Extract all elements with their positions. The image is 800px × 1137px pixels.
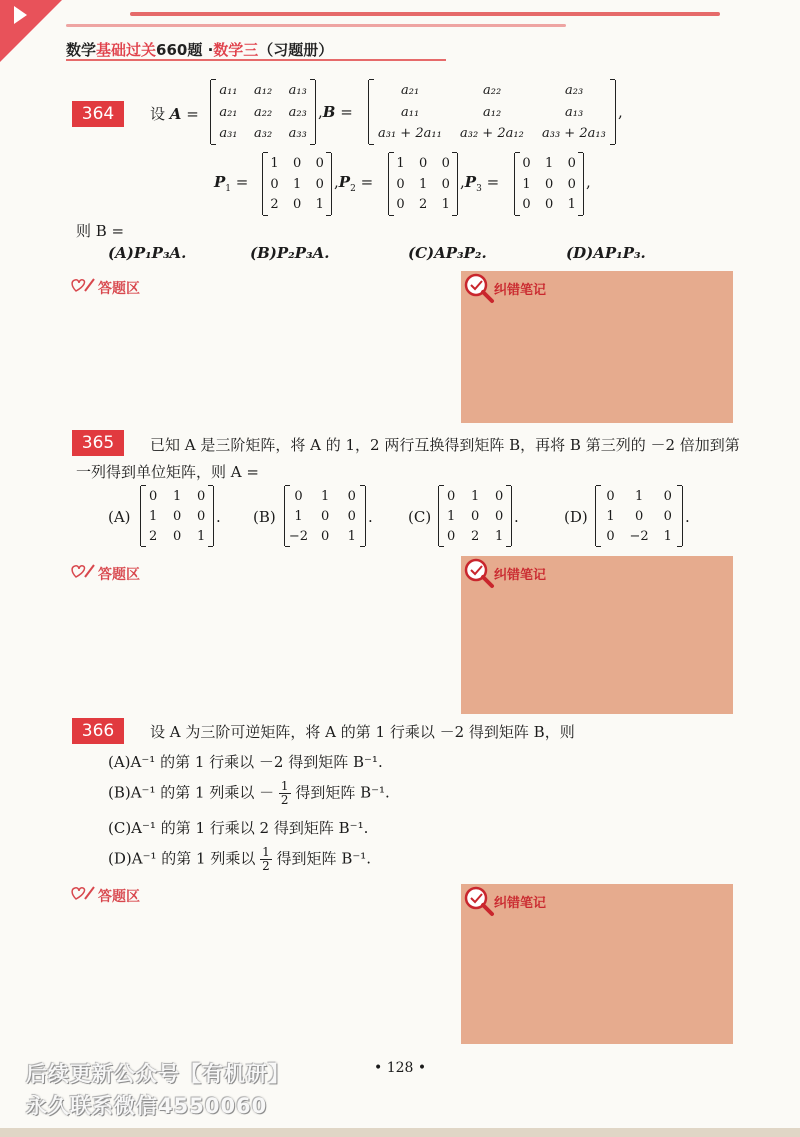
q366-option-c[interactable]: (C)A⁻¹ 的第 1 行乘以 2 得到矩阵 B⁻¹.	[108, 819, 369, 837]
matrix-cell: 0	[522, 155, 531, 171]
matrix-cell: 2	[471, 528, 480, 544]
q366-option-d-post: 得到矩阵 B⁻¹.	[276, 849, 372, 868]
matrix-cell: 0	[663, 488, 672, 504]
matrix-cell: 0	[270, 176, 279, 192]
q364-option-a[interactable]: (A)P₁P₃A.	[108, 244, 187, 262]
matrix-cell: 0	[173, 508, 182, 524]
matrix-A	[210, 80, 316, 144]
header-title-mid: 660题 ·	[156, 41, 214, 59]
question-number-364: 364	[72, 101, 124, 127]
q366-option-a[interactable]: (A)A⁻¹ 的第 1 行乘以 －2 得到矩阵 B⁻¹.	[108, 753, 383, 771]
header-title-red: 基础过关	[96, 41, 157, 59]
matrix-cell: 1	[270, 155, 279, 171]
fraction-one-half	[279, 780, 291, 807]
matrix-cell: 0	[635, 508, 644, 524]
matrix-cell: 0	[663, 508, 672, 524]
matrix-cell: 0	[447, 488, 456, 504]
matrix-cell: 0	[606, 488, 615, 504]
matrix-cell: a₂₃	[288, 104, 307, 120]
matrix-cell: a₃₃ + 2a₁₃	[542, 125, 606, 141]
matrix-cell: 0	[545, 176, 554, 192]
heart-pen-icon	[70, 563, 96, 579]
matrix-cell: 0	[197, 508, 206, 524]
matrix-cell: 1	[635, 488, 644, 504]
q366-stem: 设 A 为三阶可逆矩阵，将 A 的第 1 行乘以 －2 得到矩阵 B，则	[150, 723, 575, 741]
matrix-cell: 1	[149, 508, 158, 524]
header-title-suffix: （习题册）	[258, 41, 334, 59]
matrix-cell: 1	[347, 528, 356, 544]
matrix-cell: 0	[419, 155, 428, 171]
q365-line1: 已知 A 是三阶矩阵，将 A 的 1，2 两行互换得到矩阵 B，再将 B 第三列的 －2 倍加到第	[150, 436, 740, 454]
question-number-366: 366	[72, 718, 124, 744]
q365-option-b-label[interactable]: (B)	[253, 508, 276, 526]
page-number: • 128 •	[374, 1060, 427, 1076]
frac-den: 2	[280, 793, 289, 807]
matrix-cell: a₂₁	[401, 83, 420, 99]
matrix-cell: 0	[293, 197, 302, 213]
frac-num: 1	[280, 779, 289, 793]
q365-option-b-matrix[interactable]	[284, 486, 366, 546]
header-stripe	[130, 12, 720, 16]
fraction-one-half	[260, 846, 272, 873]
q366-option-d-pre: (D)A⁻¹ 的第 1 列乘以	[108, 849, 256, 868]
matrix-cell: 1	[567, 197, 576, 213]
heart-pen-icon	[70, 277, 96, 293]
matrix-cell: a₂₁	[219, 104, 238, 120]
matrix-cell: 1	[293, 176, 302, 192]
q365-option-c-label[interactable]: (C)	[408, 508, 432, 526]
matrix-cell: 0	[495, 508, 504, 524]
heart-pen-icon	[70, 885, 96, 901]
matrix-cell: 0	[567, 155, 576, 171]
matrix-cell: 0	[441, 155, 450, 171]
q364-lead: 设 A =	[150, 105, 199, 123]
matrix-cell: a₃₁ + 2a₁₁	[378, 125, 442, 141]
q364-lead-text: 设	[150, 105, 166, 123]
corner-decoration	[0, 0, 62, 62]
matrix-cell: 0	[396, 197, 405, 213]
matrix-cell: a₃₂ + 2a₁₂	[460, 125, 524, 141]
matrix-cell: 0	[447, 528, 456, 544]
q364-option-d[interactable]: (D)AP₁P₃.	[566, 244, 646, 262]
matrix-cell: 1	[447, 508, 456, 524]
q366-option-d[interactable]	[108, 846, 371, 873]
label-P3: $,P_3$ =	[460, 173, 500, 194]
matrix-cell: a₁₁	[219, 83, 238, 99]
matrix-cell: a₃₂	[254, 125, 273, 141]
matrix-cell: 0	[149, 488, 158, 504]
matrix-cell: 1	[471, 488, 480, 504]
q365-line2: 一列得到单位矩阵，则 A =	[76, 463, 259, 481]
bottom-edge	[0, 1128, 800, 1137]
matrix-cell: a₃₃	[288, 125, 307, 141]
q365-period-d: .	[685, 508, 690, 526]
magnifier-check-icon	[463, 557, 495, 589]
q365-option-a-matrix[interactable]	[140, 486, 214, 546]
answer-area-label: 答题区	[98, 889, 140, 905]
matrix-cell: 1	[419, 176, 428, 192]
matrix-cell: 0	[321, 528, 330, 544]
matrix-cell: 0	[293, 155, 302, 171]
matrix-cell: 0	[396, 176, 405, 192]
q366-option-b-post: 得到矩阵 B⁻¹.	[295, 783, 390, 802]
matrix-cell: a₁₃	[288, 83, 307, 99]
matrix-cell: 0	[471, 508, 480, 524]
label-P1: $P_1$ =	[214, 173, 249, 194]
notes-label: 纠错笔记	[494, 568, 547, 583]
matrix-cell: 0	[173, 528, 182, 544]
matrix-cell: 0	[495, 488, 504, 504]
q364-option-c[interactable]: (C)AP₃P₂.	[408, 244, 487, 262]
magnifier-check-icon	[463, 272, 495, 304]
frac-den: 2	[262, 859, 270, 873]
q364-comma-2: ,	[586, 173, 591, 191]
question-number-365: 365	[72, 430, 124, 456]
header-title	[66, 39, 333, 60]
matrix-cell: a₂₂	[254, 104, 273, 120]
notes-label: 纠错笔记	[494, 896, 547, 911]
q365-option-c-matrix[interactable]	[438, 486, 512, 546]
matrix-cell: a₁₂	[254, 83, 273, 99]
matrix-cell: 0	[567, 176, 576, 192]
matrix-cell: 1	[522, 176, 531, 192]
matrix-cell: a₁₃	[565, 104, 584, 120]
matrix-cell: a₁₁	[401, 104, 420, 120]
magnifier-check-icon	[463, 885, 495, 917]
header-title-prefix: 数学	[66, 41, 97, 59]
header-stripe-2	[66, 24, 566, 27]
matrix-cell: 0	[347, 508, 356, 524]
matrix-cell: 1	[545, 155, 554, 171]
matrix-cell: 1	[321, 488, 330, 504]
q366-option-b-pre: (B)A⁻¹ 的第 1 列乘以 －	[108, 783, 275, 802]
answer-area-label: 答题区	[98, 567, 140, 583]
header-title-red2: 数学三	[213, 41, 259, 59]
matrix-cell: 1	[663, 528, 672, 544]
header-rule	[66, 59, 446, 61]
q365-option-d-matrix[interactable]	[595, 486, 683, 546]
matrix-P1	[262, 153, 332, 215]
q364-comma-B: ,B =	[318, 103, 353, 121]
matrix-cell: 0	[347, 488, 356, 504]
label-P2: $,P_2$ =	[334, 173, 374, 194]
q365-period-a: .	[216, 508, 221, 526]
matrix-cell: 1	[441, 197, 450, 213]
answer-area-label: 答题区	[98, 281, 140, 297]
matrix-P2	[388, 153, 458, 215]
notes-label: 纠错笔记	[494, 283, 547, 298]
matrix-cell: 0	[522, 197, 531, 213]
matrix-cell: 2	[149, 528, 158, 544]
matrix-cell: 1	[197, 528, 206, 544]
matrix-cell: a₁₂	[483, 104, 502, 120]
matrix-cell: 0	[315, 176, 324, 192]
watermark-line-2: 永久联系微信4550060	[26, 1094, 268, 1118]
matrix-cell: a₂₃	[565, 83, 584, 99]
q365-option-a-label[interactable]: (A)	[108, 508, 131, 526]
matrix-cell: 0	[606, 528, 615, 544]
q364-comma: ,	[618, 103, 623, 121]
matrix-cell: −2	[629, 528, 649, 544]
matrix-cell: 1	[315, 197, 324, 213]
matrix-cell: 1	[396, 155, 405, 171]
q366-option-b[interactable]	[108, 780, 390, 807]
matrix-cell: 0	[441, 176, 450, 192]
q365-period-b: .	[368, 508, 373, 526]
matrix-cell: 1	[606, 508, 615, 524]
matrix-cell: 2	[419, 197, 428, 213]
q365-period-c: .	[514, 508, 519, 526]
matrix-cell: 0	[294, 488, 303, 504]
matrix-cell: 0	[197, 488, 206, 504]
matrix-cell: 1	[294, 508, 303, 524]
matrix-cell: 1	[173, 488, 182, 504]
watermark-line-1: 后续更新公众号【有机研】	[26, 1062, 290, 1086]
q365-option-d-label[interactable]: (D)	[564, 508, 588, 526]
matrix-B	[368, 80, 616, 144]
q364-then: 则 B =	[76, 222, 125, 240]
matrix-cell: a₂₂	[483, 83, 502, 99]
q364-option-b[interactable]: (B)P₂P₃A.	[250, 244, 330, 262]
play-arrow-icon	[14, 6, 27, 24]
matrix-cell: a₃₁	[219, 125, 238, 141]
matrix-cell: 0	[321, 508, 330, 524]
matrix-cell: 2	[270, 197, 279, 213]
matrix-P3	[514, 153, 584, 215]
frac-num: 1	[262, 845, 270, 859]
matrix-cell: −2	[288, 528, 308, 544]
matrix-cell: 0	[315, 155, 324, 171]
matrix-cell: 0	[545, 197, 554, 213]
matrix-cell: 1	[495, 528, 504, 544]
